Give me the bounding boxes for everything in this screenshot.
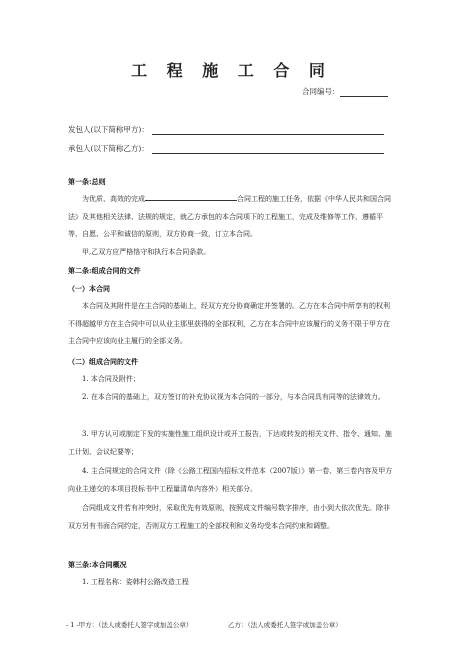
article-1-heading: 第一条:总则 [68, 177, 106, 186]
article-2-section-1-text: 本合同及其附件是在主合同的基础上，经双方充分协商确定并签署的。乙方在本合同中所享有的权利不得超越甲方在主合同中可以从业主那里获得的全部权利，乙方在本合同中应该履行的义务不限于甲方在主合同中应该向业主履行的全部义务。 [68, 302, 390, 345]
party-a-label: 发包人(以下简称甲方)： [68, 125, 149, 134]
party-b-blank [152, 145, 384, 154]
article-1-paragraph-2: 甲,乙双方应严格恪守和执行本合同条款。 [82, 248, 211, 256]
article-1-text-before: 为优质、高效的完成 [82, 195, 145, 203]
project-name-item: 1. 工程名称：姿韩村公路改造工程 [82, 578, 189, 586]
party-b-label: 承包人(以下简称乙方)： [68, 144, 149, 153]
footer-party-b-signature: 乙方：（法人或委托人签字或加盖公章） [228, 621, 342, 629]
document-list-item-2: 2. 在本合同的基础上，双方签订的补充协议视为本合同的一部分，与本合同具有同等的法律效力。 [82, 393, 385, 401]
document-list-item-4: 4. 主合同规定的合同文件（除《公路工程国内招标文件范本（2007版）》第一卷、第三卷内容及甲方向业主递交的本项目投标书中工程量清单内容外）相关部分。 [68, 467, 393, 493]
article-1-text-after: 合同工程的施工任务，依据《中华人民共和国合同法》及其他相关法律、法规的规定，就乙方承包的本合同项下的工程施工，完成及维修等工作，遵循平等、自愿、公平和诚信的原则，双方协商一致，订立本合同。 [68, 195, 391, 238]
article-2-section-1-heading: （一）本合同 [68, 284, 110, 293]
contract-number-blank [340, 88, 388, 97]
article-1-paragraph-1 [68, 191, 394, 244]
document-list-item-3: 3. 甲方认可或制定下发的实施性施工组织设计或开工报告，下达或转发的相关文件、指令、通知、施工计划、会议纪要等； [68, 430, 392, 456]
article-2-heading: 第二条:组成合同的文件 [68, 266, 141, 275]
document-list-item-1: 1. 本合同及附件； [82, 375, 140, 383]
contract-number-field [302, 86, 388, 97]
party-a-blank [152, 126, 384, 135]
article-2-section-2-heading: （二）组成合同的文件 [68, 357, 138, 366]
project-name-blank [145, 192, 237, 201]
contract-number-label: 合同编号： [302, 87, 340, 96]
article-2-closing-paragraph: 合同组成文件若有冲突时，采取优先有效原则，按照成文件编号数字排序，由小到大依次优先。除非双方另有书面合同约定，否则双方工程施工的全部权利和义务均受本合同约束和调整。 [68, 504, 390, 530]
party-b-field [68, 143, 384, 154]
footer-party-a-signature: - 1 -甲方：（法人或委托人签字或加盖公章） [66, 621, 193, 629]
document-title: 工 程 施 工 合 同 [131, 61, 332, 80]
party-a-field [68, 124, 384, 135]
page-footer [66, 620, 342, 629]
article-3-heading: 第三条:本合同概况 [68, 560, 127, 569]
